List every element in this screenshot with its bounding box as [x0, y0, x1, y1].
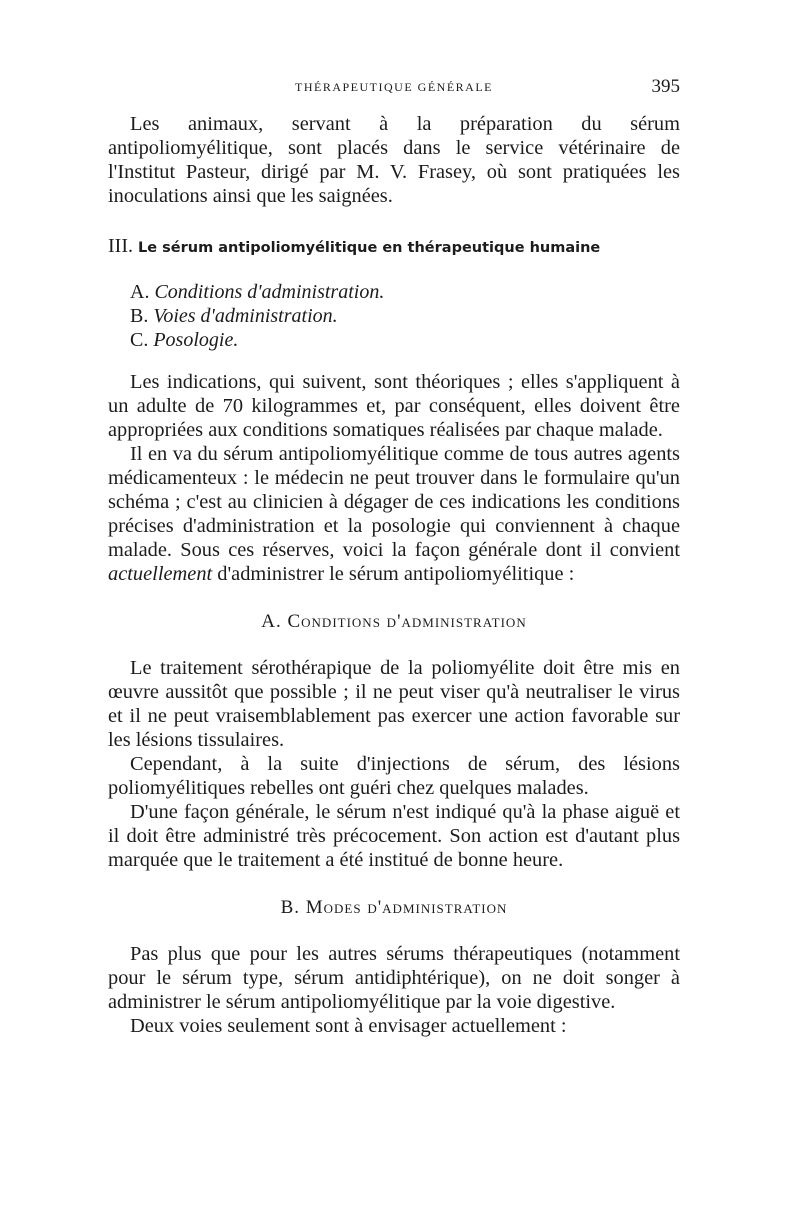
- outline-item: [130, 280, 680, 304]
- section-heading-iii: [108, 234, 680, 260]
- paragraph-animals: Les animaux, servant à la préparation du sérum antipoliomyélitique, sont placés dans le service vétérinaire de l'Institut Pasteur, dirigé par M. V. Frasey, où sont pratiquées les inoculations ainsi que les saignées.: [108, 113, 680, 207]
- outline-letter: B.: [130, 305, 149, 327]
- emphasis-actuellement: actuellement: [108, 563, 213, 585]
- running-head: [108, 70, 680, 100]
- paragraph-however: Cependant, à la suite d'injections de sérum, des lésions poliomyélitiques rebelles ont guéri chez quelques malades.: [108, 753, 680, 799]
- paragraph-general: D'une façon générale, le sérum n'est indiqué qu'à la phase aiguë et il doit être administré très précocement. Son action est d'autant plus marquée que le traitement a été institué de bonne heure.: [108, 801, 680, 871]
- outline-item: [130, 304, 680, 328]
- outline-item: [130, 328, 680, 352]
- paragraph-treatment: Le traitement sérothérapique de la poliomyélite doit être mis en œuvre aussitôt que possible ; il ne peut viser qu'à neutraliser le virus et il ne peut vraisemblablement pas exercer une action favorable sur les lésions tissulaires.: [108, 657, 680, 751]
- subheading-conditions: A. Conditions d'administration: [261, 611, 527, 632]
- paragraph-two-routes: Deux voies seulement sont à envisager actuellement :: [130, 1015, 567, 1037]
- outline-label: Posologie.: [153, 329, 239, 351]
- outline-label: Voies d'administration.: [153, 305, 338, 327]
- outline-letter: C.: [130, 329, 149, 351]
- page-number: 395: [651, 76, 680, 97]
- section-outline: [130, 280, 680, 352]
- paragraph-routes: Pas plus que pour les autres sérums thérapeutiques (notamment pour le sérum type, sérum antidiphtérique), on ne doit songer à administrer le sérum antipoliomyélitique par la voie digestive.: [108, 943, 680, 1013]
- section-title: Le sérum antipoliomyélitique en thérapeutique humaine: [138, 240, 601, 256]
- outline-letter: A.: [130, 281, 150, 303]
- paragraph-serum-agents: [108, 442, 680, 586]
- page: [108, 70, 680, 1038]
- running-title: THÉRAPEUTIQUE GÉNÉRALE: [295, 80, 493, 94]
- paragraph-text: Il en va du sérum antipoliomyélitique comme de tous autres agents médicamenteux : le médecin ne peut trouver dans le formulaire qu'un schéma ; c'est au clinicien à dégager de ces indications les conditions précises d'administration et la posologie qui conviennent à chaque malade. Sous ces réserves, voici la façon générale dont il convient: [108, 443, 680, 561]
- outline-label: Conditions d'administration.: [154, 281, 385, 303]
- section-numeral: III.: [108, 235, 133, 257]
- paragraph-text: d'administrer le sérum antipoliomyélitique :: [212, 563, 575, 585]
- subheading-modes: B. Modes d'administration: [280, 897, 508, 918]
- paragraph-indications: Les indications, qui suivent, sont théoriques ; elles s'appliquent à un adulte de 70 kilogrammes et, par conséquent, elles doivent être appropriées aux conditions somatiques réalisées par chaque malade.: [108, 371, 680, 441]
